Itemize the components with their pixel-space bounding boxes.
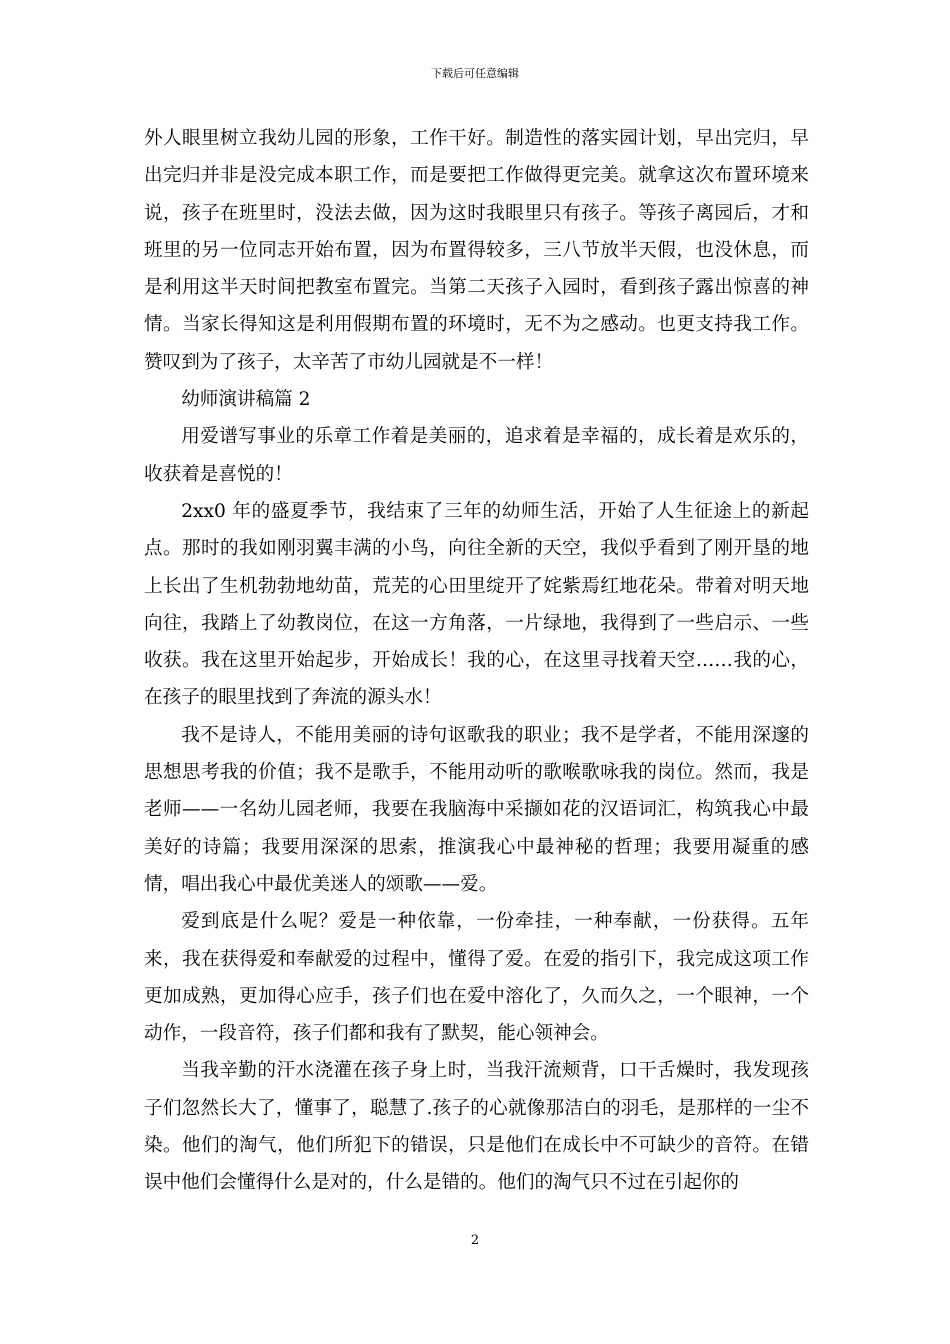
page-header-note: 下载后可任意编辑 [431,67,519,80]
paragraph-4: 我不是诗人，不能用美丽的诗句讴歌我的职业；我不是学者，不能用深邃的思想思考我的价值；我不是歌手，不能用动听的歌喉歌咏我的岗位。然而，我是老师——一名幼儿园老师，我要在我脑海中采撷如花的汉语词汇，构筑我心中最美好的诗篇；我要用深深的思索，推演我心中最神秘的哲理；我要用凝重的感情，唱出我心中最优美迷人的颂歌——爱。 [144,724,809,895]
paragraph-5: 爱到底是什么呢？爱是一种依靠，一份牵挂，一种奉献，一份获得。五年来，我在获得爱和奉献爱的过程中，懂得了爱。在爱的指引下，我完成这项工作更加成熟，更加得心应手，孩子们也在爱中溶化了，久而久之，一个眼神，一个动作，一段音符，孩子们都和我有了默契，能心领神会。 [144,911,809,1045]
paragraph-1: 外人眼里树立我幼儿园的形象，工作干好。制造性的落实园计划，早出完归，早出完归并非是没完成本职工作，而是要把工作做得更完美。就拿这次布置环境来说，孩子在班里时，没法去做，因为这时我眼里只有孩子。等孩子离园后，才和班里的另一位同志开始布置，因为布置得较多，三八节放半天假，也没休息，而是利用这半天时间把教室布置完。当第二天孩子入园时，看到孩子露出惊喜的神情。当家长得知这是利用假期布置的环境时，无不为之感动。也更支持我工作。赞叹到为了孩子，太辛苦了市幼儿园就是不一样！ [144,128,809,373]
document-body [144,120,809,1202]
paragraph-2: 用爱谱写事业的乐章工作着是美丽的，追求着是幸福的，成长着是欢乐的，收获着是喜悦的！ [144,426,809,485]
paragraph-3: 2xx0 年的盛夏季节，我结束了三年的幼师生活，开始了人生征途上的新起点。那时的我如刚羽翼丰满的小鸟，向往全新的天空，我似乎看到了刚开垦的地上长出了生机勃勃地幼苗，荒芜的心田里绽开了姹紫焉红地花朵。带着对明天地向往，我踏上了幼教岗位，在这一方角落，一片绿地，我得到了一些启示、一些收获。我在这里开始起步，开始成长！我的心，在这里寻找着天空……我的心，在孩子的眼里找到了奔流的源头水！ [144,500,809,709]
section-heading: 幼师演讲稿篇 2 [181,389,311,411]
page-number: 2 [470,1233,480,1248]
paragraph-6: 当我辛勤的汗水浇灌在孩子身上时，当我汗流颊背，口干舌燥时，我发现孩子们忽然长大了，懂事了，聪慧了.孩子的心就像那洁白的羽毛，是那样的一尘不染。他们的淘气，他们所犯下的错误，只是他们在成长中不可缺少的音符。在错误中他们会懂得什么是对的，什么是错的。他们的淘气只不过在引起你的 [144,1060,809,1194]
